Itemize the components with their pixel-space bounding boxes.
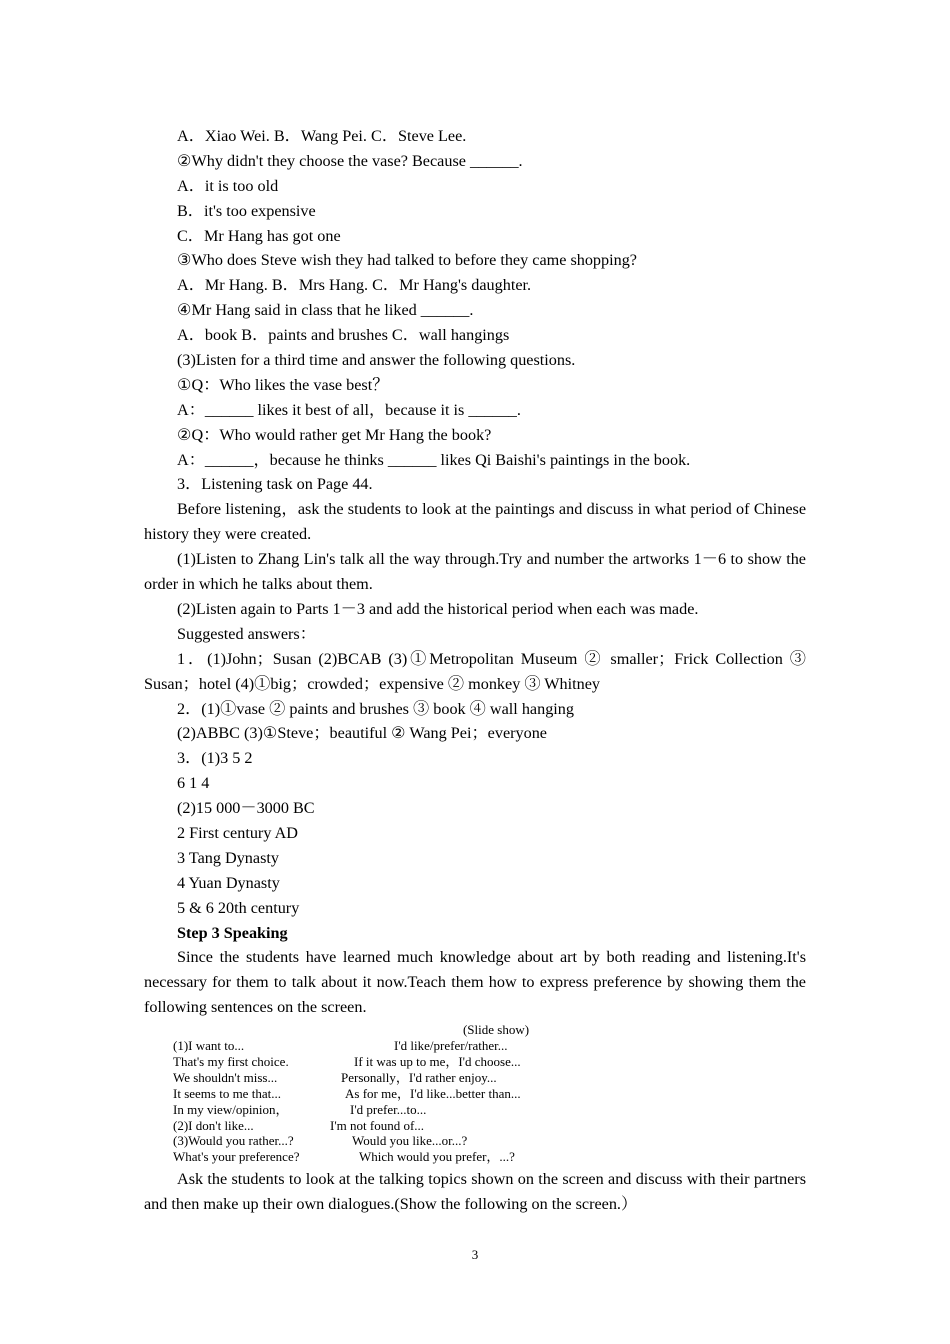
slide-row	[144, 1038, 806, 1054]
text-line: A．Xiao Wei. B．Wang Pei. C．Steve Lee.	[177, 127, 467, 145]
slide-left: (2)I don't like...	[173, 1117, 254, 1133]
slide-row	[144, 1070, 806, 1086]
text-line: ④Mr Hang said in class that he liked ______.	[177, 301, 474, 320]
slide-row	[144, 1054, 806, 1070]
step-heading: Step 3 Speaking	[177, 923, 288, 942]
text-line: B．it's too expensive	[177, 201, 316, 220]
text-line: 4 Yuan Dynasty	[177, 873, 280, 892]
text-line: 6 1 4	[177, 774, 210, 793]
text-line: ①Q：Who likes the vase best？	[177, 375, 389, 394]
text-line: 2．(1)①vase ② paints and brushes ③ book ④ wall hanging	[177, 699, 574, 718]
text-line: (3)Listen for a third time and answer the following questions.	[177, 351, 576, 370]
slide-left: It seems to me that...	[173, 1085, 281, 1101]
slide-left: We shouldn't miss...	[173, 1069, 278, 1085]
question-block-a	[144, 124, 806, 497]
slide-left: (3)Would you rather...?	[173, 1133, 294, 1149]
slide-right: Which would you prefer，...?	[359, 1149, 515, 1165]
slide-show-box	[144, 1022, 806, 1165]
slide-left: What's your preference?	[173, 1149, 300, 1165]
slide-left: (1)I want to...	[173, 1038, 245, 1054]
text-line: 3．(1)3 5 2	[177, 749, 253, 768]
slide-row	[144, 1102, 806, 1118]
text-line: A：______，because he thinks ______ likes Qi Baishi's paintings in the book.	[177, 450, 691, 469]
text-line: A：______ likes it best of all，because it is ______.	[177, 400, 521, 419]
slide-row	[144, 1086, 806, 1102]
paragraph-answers-1: 1．(1)John；Susan (2)BCAB (3)①Metropolitan Museum ② smaller；Frick Collection ③ Susan；hotel (4)①big；crowded；expensive ② monkey ③ Whitney	[144, 649, 806, 693]
slide-left: In my view/opinion，	[173, 1101, 289, 1117]
text-line: A．Mr Hang. B．Mrs Hang. C．Mr Hang's daughter.	[177, 276, 532, 295]
text-line: 3．Listening task on Page 44.	[177, 475, 373, 494]
text-line: ③Who does Steve wish they had talked to before they came shopping?	[177, 251, 637, 270]
slide-title: (Slide show)	[462, 1022, 530, 1038]
text-line: 2 First century AD	[177, 824, 298, 843]
text-line: 3 Tang Dynasty	[177, 848, 279, 867]
paragraph-since: Since the students have learned much knowledge about art by both reading and listening.It's necessary for them to talk about it now.Teach them how to express preference by showing them the following sentences on the screen.	[144, 948, 806, 1017]
text-line: Suggested answers：	[177, 624, 316, 643]
text-line: A．book B．paints and brushes C．wall hangings	[177, 326, 510, 345]
page-number: 3	[471, 1247, 479, 1262]
slide-left: That's my first choice.	[173, 1054, 289, 1069]
answer-block	[144, 697, 806, 921]
paragraph-before-listening: Before listening，ask the students to look at the paintings and discuss in what period of Chinese history they were created.	[144, 500, 806, 544]
slide-right: Would you like...or...?	[352, 1133, 468, 1149]
slide-right: Personally，I'd rather enjoy...	[341, 1069, 497, 1085]
slide-right: I'd prefer...to...	[350, 1101, 427, 1117]
text-line: 5 & 6 20th century	[177, 898, 300, 917]
slide-row	[144, 1149, 806, 1165]
text-line: ②Why didn't they choose the vase? Because ______.	[177, 151, 523, 170]
text-line: ②Q：Who would rather get Mr Hang the book?	[177, 425, 492, 444]
slide-row	[144, 1118, 806, 1134]
text-line: (2)Listen again to Parts 1－3 and add the historical period when each was made.	[177, 599, 699, 618]
slide-row	[144, 1133, 806, 1149]
document-body	[144, 124, 806, 1217]
text-line: (2)15 000－3000 BC	[177, 799, 315, 818]
paragraph-listen-first: (1)Listen to Zhang Lin's talk all the way through.Try and number the artworks 1－6 to show the order in which he talks about them.	[144, 550, 806, 594]
text-line: A．it is too old	[177, 176, 279, 195]
slide-right: As for me，I'd like...better than...	[345, 1085, 521, 1101]
text-line: C．Mr Hang has got one	[177, 226, 341, 245]
paragraph-ask: Ask the students to look at the talking topics shown on the screen and discuss with their partners and then make up their own dialogues.(Show the following on the screen.）	[144, 1170, 806, 1214]
slide-right: If it was up to me，I'd choose...	[354, 1054, 521, 1069]
slide-right: I'd like/prefer/rather...	[394, 1038, 508, 1054]
slide-right: I'm not found of...	[330, 1117, 425, 1133]
text-line: (2)ABBC (3)①Steve；beautiful ② Wang Pei；everyone	[177, 724, 547, 743]
